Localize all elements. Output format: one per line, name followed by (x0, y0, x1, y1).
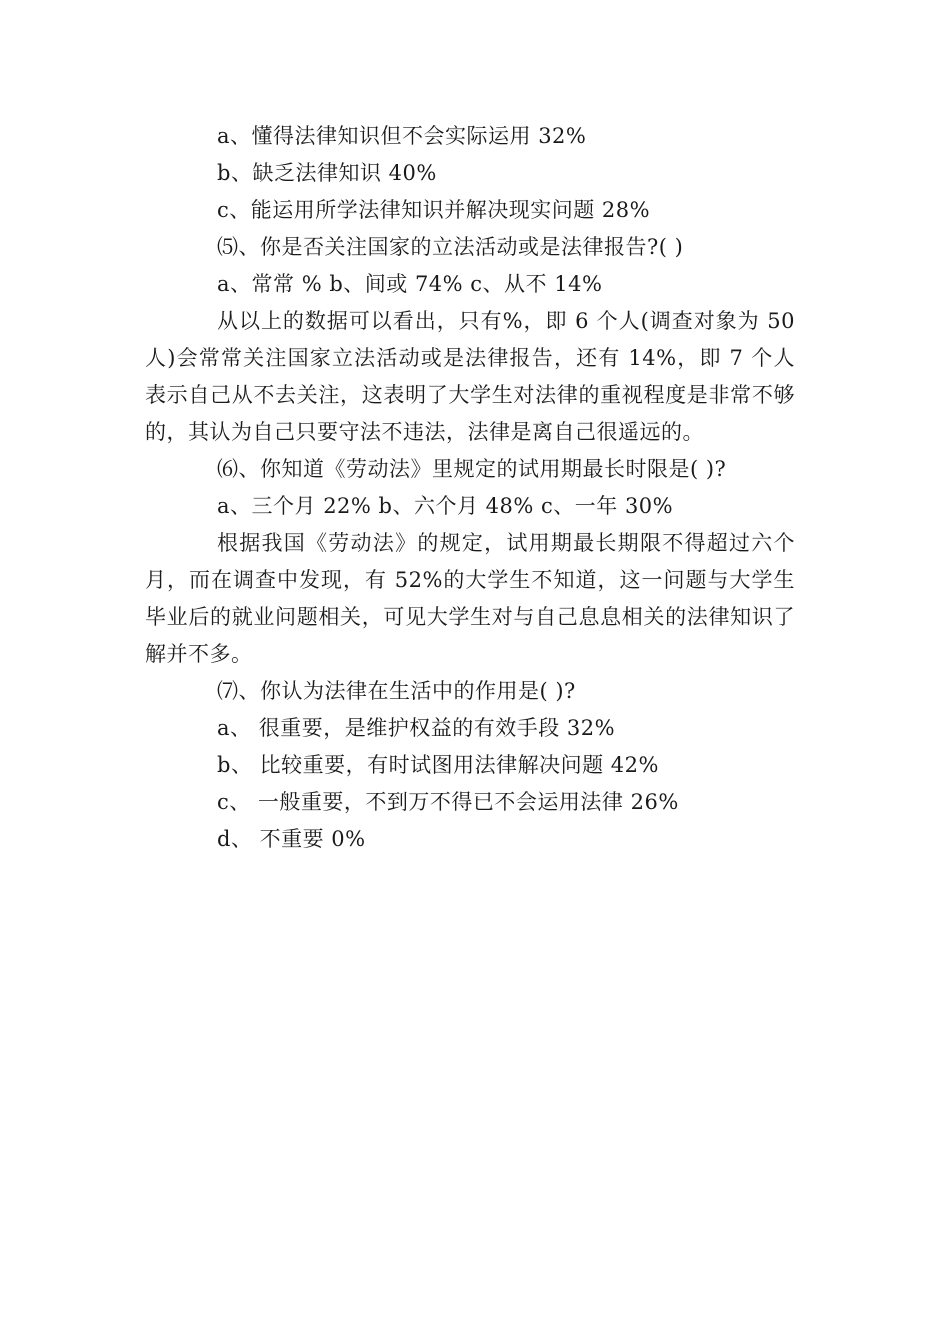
question-7-option-d: d、 不重要 0% (217, 827, 366, 851)
question-5: ⑸、你是否关注国家的立法活动或是法律报告?( ) (217, 235, 684, 259)
document-page (145, 118, 795, 858)
analysis-paragraph-1: 从以上的数据可以看出，只有%，即 6 个人(调查对象为 50 人)会常常关注国家立法活动或是法律报告，还有 14%，即 7 个人表示自己从不去关注，这表明了大学生对法律的重视程度是非常不够的，其认为自己只要守法不违法，法律是离自己很遥远的。 (145, 309, 795, 444)
answer-option-c: c、能运用所学法律知识并解决现实问题 28% (217, 198, 651, 222)
answer-option-a: a、懂得法律知识但不会实际运用 32% (217, 124, 587, 148)
question-5-options: a、常常 % b、间或 74% c、从不 14% (217, 272, 603, 296)
question-7-option-c: c、 一般重要，不到万不得已不会运用法律 26% (217, 790, 679, 814)
question-7-option-a: a、 很重要，是维护权益的有效手段 32% (217, 716, 616, 740)
question-6: ⑹、你知道《劳动法》里规定的试用期最长时限是( )? (217, 457, 727, 481)
question-6-options: a、三个月 22% b、六个月 48% c、一年 30% (217, 494, 674, 518)
analysis-paragraph-2: 根据我国《劳动法》的规定，试用期最长期限不得超过六个月，而在调查中发现，有 52%的大学生不知道，这一问题与大学生毕业后的就业问题相关，可见大学生对与自己息息相关的法律知识了解并不多。 (145, 531, 795, 666)
question-7-option-b: b、 比较重要，有时试图用法律解决问题 42% (217, 753, 659, 777)
answer-option-b: b、缺乏法律知识 40% (217, 161, 437, 185)
question-7: ⑺、你认为法律在生活中的作用是( )? (217, 679, 576, 703)
